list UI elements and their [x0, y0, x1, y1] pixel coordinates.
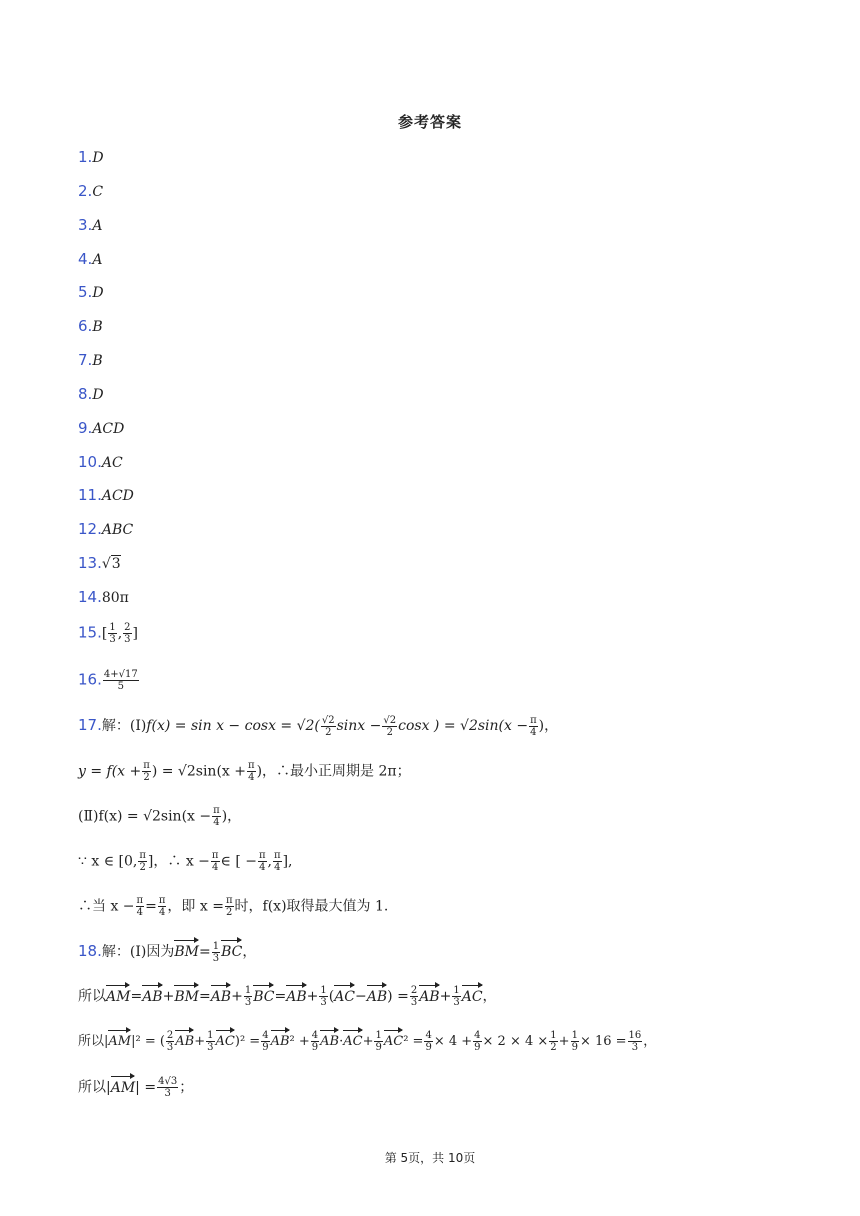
q17-line-3: (Ⅱ)f(x) = √2sin(x − $\frac{\pi}{4}$ )， [78, 805, 242, 828]
q18-line-4: 所以|AM| = $\frac{4√3}{3}$ ； [78, 1076, 194, 1099]
answer-item: 10.AC [78, 453, 123, 471]
answer-item: 14.80π [78, 588, 129, 606]
answer-item: 16. $\frac{4+√17}{5}$ [78, 669, 138, 692]
answer-item: 4.A [78, 250, 103, 268]
q18-line-1: 18.解：(Ⅰ)因为BM= $\frac{1}{3}$ BC， [78, 940, 257, 964]
q18-line-2: 所以AM=AB+BM=AB+ $\frac{1}{3}$ BC=AB+ $\frac{1}{3}$ (AC−AB) = $\frac{2}{3}$ AB+ $\frac{1}{3}$ AC， [78, 985, 497, 1008]
answer-item: 6.B [78, 317, 103, 335]
answer-item: 11.ACD [78, 486, 134, 504]
answer-item: 3.A [78, 216, 103, 234]
page-footer: 第 5页，共 10页 [384, 1151, 476, 1165]
answer-item: 13.√3 [78, 554, 121, 572]
page-title: 参考答案 [397, 113, 462, 131]
answer-item: 5.D [78, 283, 104, 301]
answer-item: 1.D [78, 148, 104, 166]
q17-line-4: ∵ x ∈ [0, $\frac{\pi}{2}$ ]，∴ x − $\frac{\pi}{4}$ ∈ [ − $\frac{\pi}{4}$ , $\frac{\pi}{4}$ ], [78, 850, 293, 873]
answer-item: 2.C [78, 182, 104, 200]
q17-line-2: y = f(x + $\frac{\pi}{2}$ ) = √2sin(x + $\frac{\pi}{4}$ )，∴最小正周期是 2π； [78, 760, 411, 783]
q17-line-1: 17.解：(Ⅰ)f(x) = sin x − cosx = √2( $\frac{√2}{2}$ sinx − $\frac{√2}{2}$ cosx ) = √2sin(x − $\frac{\pi}{4}$ )， [78, 714, 559, 738]
answer-item: 15.[ $\frac{1}{3}$ , $\frac{2}{3}$ ] [78, 622, 138, 645]
q17-line-5: ∴当 x − $\frac{\pi}{4}$ = $\frac{\pi}{4}$ ，即 x = $\frac{\pi}{2}$ 时，f(x)取得最大值为 1. [78, 895, 389, 918]
answer-item: 12.ABC [78, 520, 134, 538]
answer-item: 9.ACD [78, 419, 125, 437]
answer-item: 7.B [78, 351, 103, 369]
answer-item: 8.D [78, 385, 104, 403]
q18-line-3: 所以|AM|² = ( $\frac{2}{3}$ AB+ $\frac{1}{3}$ AC)² = $\frac{4}{9}$ AB² + $\frac{4}{9}$ AB·AC+ $\frac{1}{9}$ AC² = $\frac{4}{9}$ × 4 + $\frac{4}{9}$ × 2 × 4 × $\frac{1}{2}$ + $\frac{1}{9}$ × 16 = $\frac{16}{3}$ ， [78, 1030, 657, 1053]
